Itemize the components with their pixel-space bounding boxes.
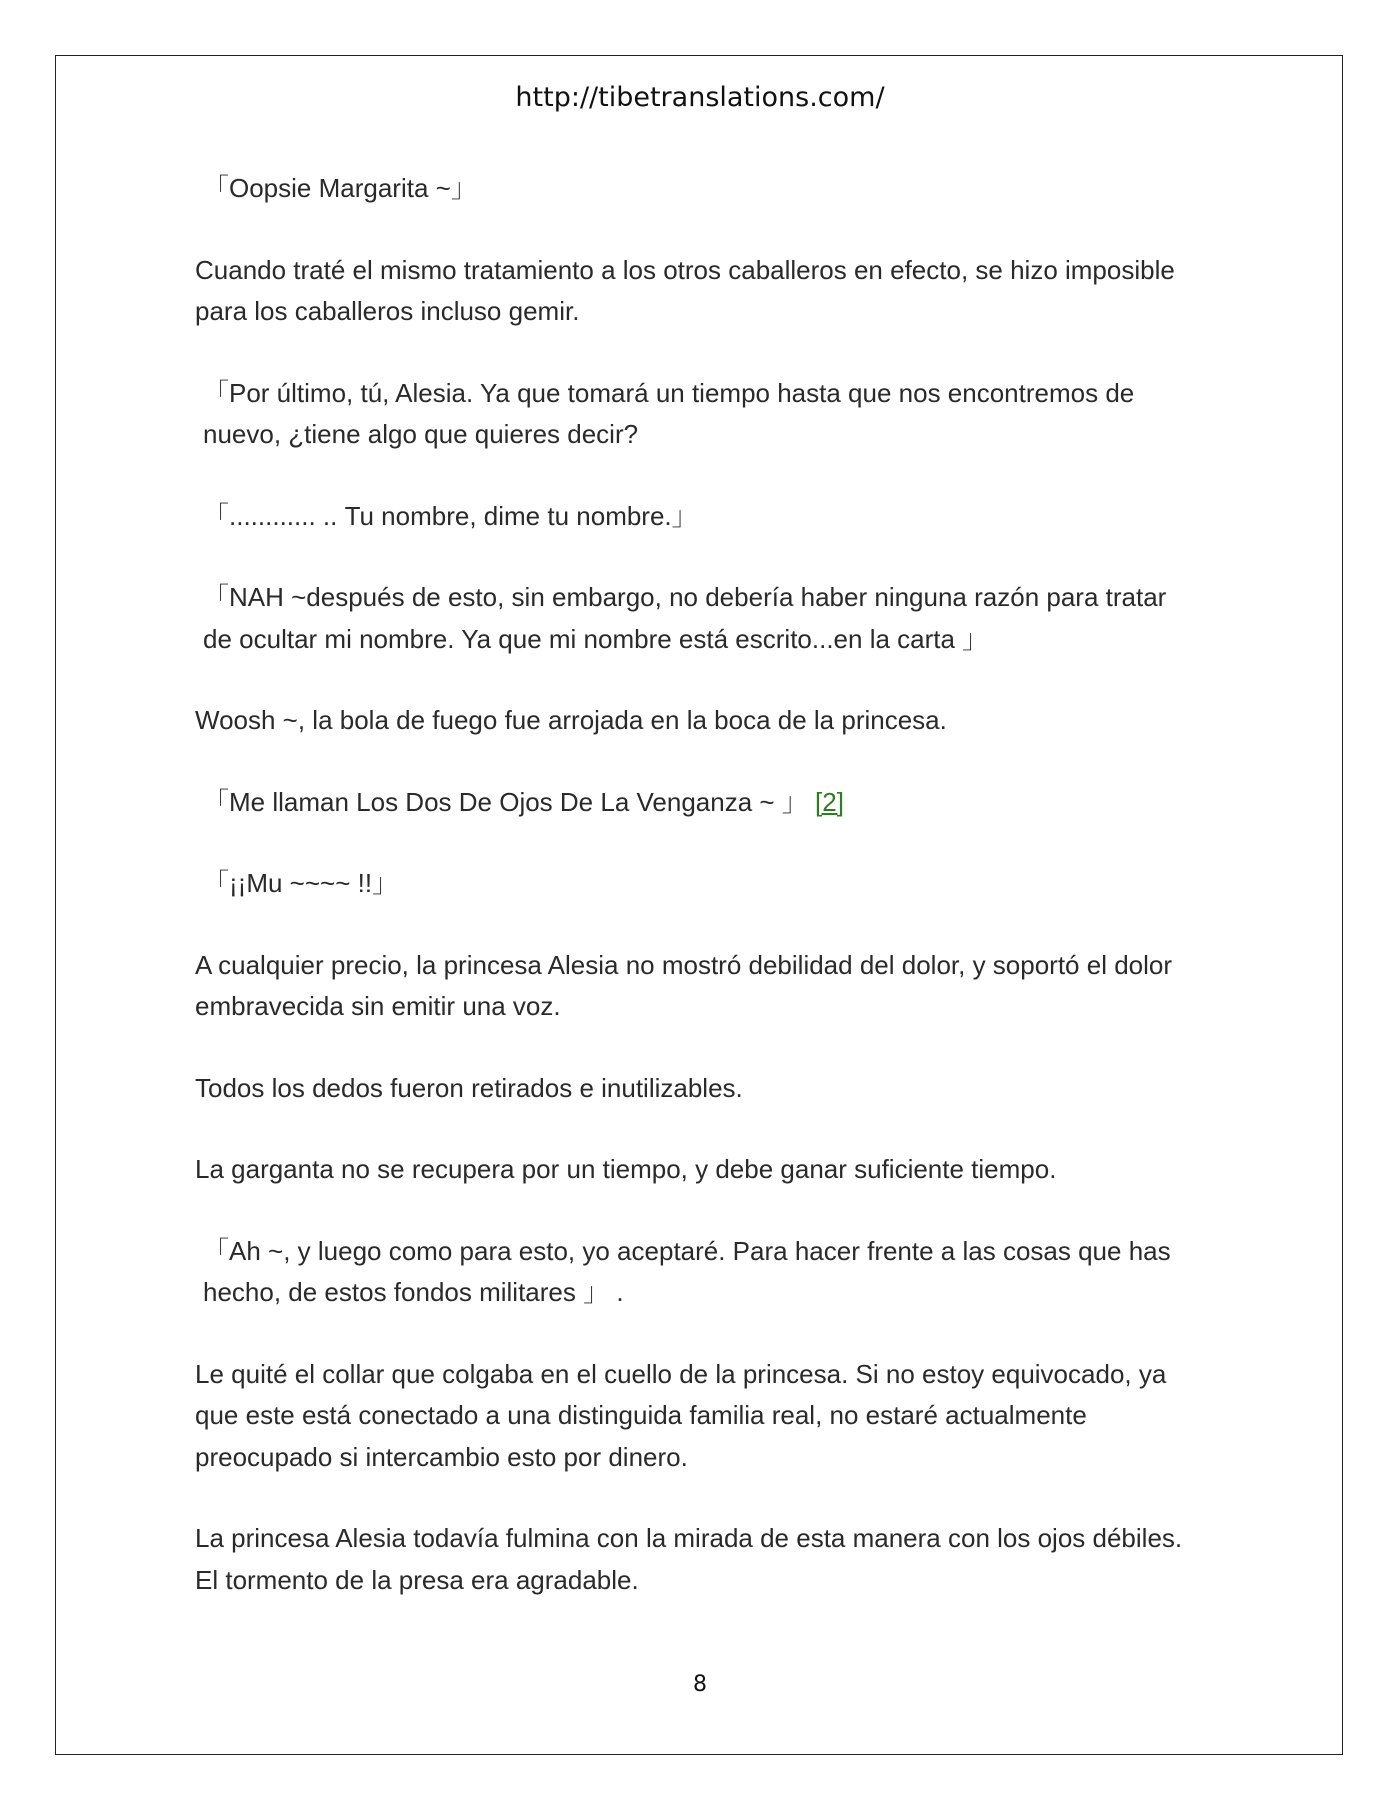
header-url: http://tibetranslations.com/	[515, 82, 885, 113]
paragraph: Todos los dedos fueron retirados e inutilizables.	[195, 1072, 743, 1103]
paragraph: 「............ .. Tu nombre, dime tu nombre.」	[203, 500, 698, 531]
document-body	[195, 168, 1195, 1641]
paragraph: Cuando traté el mismo tratamiento a los otros caballeros en efecto, se hizo imposible para los caballeros incluso gemir.	[195, 254, 1183, 326]
paragraph: 「NAH ~después de esto, sin embargo, no debería haber ninguna razón para tratar de ocultar mi nombre. Ya que mi nombre está escrito...en la carta 」	[203, 582, 1174, 654]
paragraph: 「Ah ~, y luego como para esto, yo aceptaré. Para hacer frente a las cosas que has hecho, de estos fondos militares 」 .	[203, 1235, 1178, 1307]
page-number: 8	[693, 1672, 707, 1697]
paragraph: Woosh ~, la bola de fuego fue arrojada en la boca de la princesa.	[195, 705, 947, 735]
paragraph: 「¡¡Mu ~~~~ !!」	[203, 868, 399, 898]
footnote-link[interactable]: [2]	[815, 786, 844, 817]
paragraph: La princesa Alesia todavía fulmina con la mirada de esta manera con los ojos débiles. El tormento de la presa era agradable.	[195, 1523, 1190, 1595]
paragraph: La garganta no se recupera por un tiempo, y debe ganar suficiente tiempo.	[195, 1154, 1057, 1184]
paragraph: 「Por último, tú, Alesia. Ya que tomará un tiempo hasta que nos encontremos de nuevo, ¿tiene algo que quieres decir?	[203, 377, 1142, 449]
paragraph-text: 「Me llaman Los Dos De Ojos De La Venganza ~ 」	[203, 786, 808, 817]
paragraph: Le quité el collar que colgaba en el cuello de la princesa. Si no estoy equivocado, ya que este está conectado a una distinguida familia real, no estaré actualmente preocupado si intercambio esto por dinero.	[195, 1358, 1174, 1472]
paragraph: 「Oopsie Margarita ~」	[203, 173, 477, 203]
paragraph-with-footnote	[195, 782, 1195, 824]
paragraph: A cualquier precio, la princesa Alesia no mostró debilidad del dolor, y soportó el dolor embravecida sin emitir una voz.	[195, 949, 1180, 1021]
